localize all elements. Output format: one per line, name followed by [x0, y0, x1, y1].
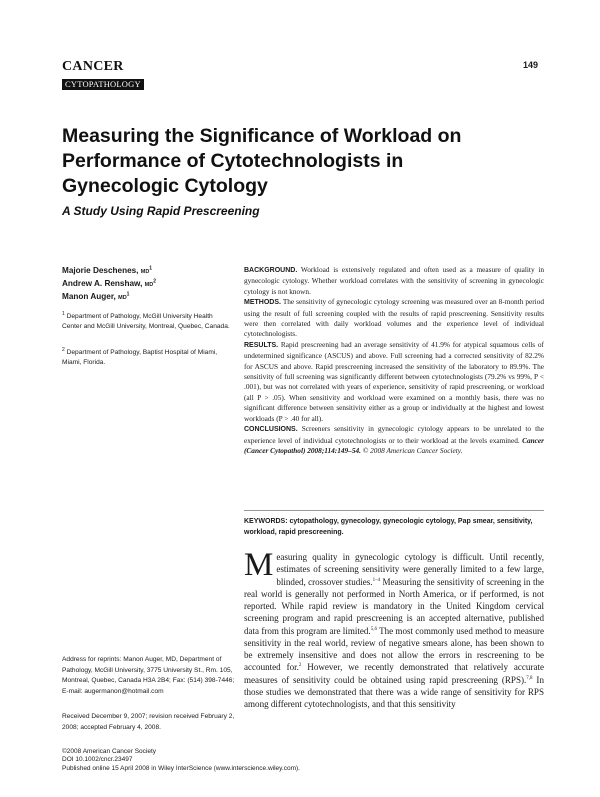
article-title: Measuring the Significance of Workload on Performance of Cytotechnologists in Gynecologic Cytology	[62, 125, 462, 197]
author: Andrew A. Renshaw, $MD^2$	[62, 278, 156, 288]
author: Majorie Deschenes, $MD^1$	[62, 265, 153, 275]
footer-doi: DOI 10.1002/cncr.23497	[62, 756, 133, 764]
page-number: 149	[522, 60, 538, 70]
page-footer	[62, 748, 402, 773]
abstract-methods: METHODS. The sensitivity of gynecologic cytology screening was measured over an 8-month period using the result of full screening coupled with the results of rapid prescreening. Sensitivity results were then correlated with daily workload volumes and the experience level of individual cytotechnologists.	[244, 297, 544, 339]
affiliation: $^1$ Department of Pathology, McGill University Health Center and McGill University, Montreal, Quebec, Canada.	[62, 310, 230, 330]
logo-line1: CANCER	[62, 59, 124, 74]
abstract-citation: Cancer (Cancer Cytopathol) 2008;114:149–54.	[244, 435, 545, 455]
body-paragraph: Measuring quality in gynecologic cytology is difficult. Until recently, estimates of screening sensitivity were generally limited to a few large, blinded, crossover studies.$^{1-4}$ Measuring the sensitivity of screening in the real world is generally not performed in North America, or if performed, is not reported. While rapid review is mandatory in the United Kingdom cervical screening program and rapid prescreening is an accepted alternative, published data from this program are limited.$^{5,6}$ The most commonly used method to measure sensitivity in the real world, review of negative smears alone, has been shown to be extremely insensitive and does not allow the errors in rescreening to be accounted for.$^2$ However, we recently demonstrated that relatively accurate measures of sensitivity could be obtained using rapid prescreening (RPS).$^{7,8}$ In those studies we demonstrated that there was a wide range of sensitivity for RPS among different cytotechnologists, and that this sensitivity	[244, 547, 545, 709]
drop-cap: M	[244, 547, 274, 583]
received-dates: Received December 9, 2007; revision received February 2, 2008; accepted February 4, 2008.	[62, 713, 235, 731]
footer-copyright: ©2008 American Cancer Society	[62, 748, 157, 755]
logo-line2: CYTOPATHOLOGY	[62, 79, 144, 90]
keywords: KEYWORDS: cytopathology, gynecology, gynecologic cytology, Pap smear, sensitivity, workload, rapid prescreening.	[244, 518, 533, 536]
abstract-results: RESULTS. Rapid prescreening had an average sensitivity of 41.9% for atypical squamous cells of undetermined significance (ASCUS) and above. Full screening had a corrected sensitivity of 82.2% for ASCUS and above. Rapid prescreening increased the sensitivity of the laboratory to 89.9%. The sensitivity of full screening was significantly different between cytotechnologists (79.2% vs 99%, P < .001), but was not correlated with years of experience, sensitivity of rapid prescreening, or workload (all P > .05). When sensitivity and workload were examined on a monthly basis, there was no significant difference between sensitivity either as a group or individually at the highest and lowest workloads (P > .40 for all).	[244, 339, 544, 423]
reprints-address: Address for reprints: Manon Auger, MD, Department of Pathology, McGill University, 3775 University St., Rm. 105, Montreal, Quebec, Canada H3A 2B4; Fax: (514) 398-7446; E-mail: augermanon@hotmail.com	[62, 656, 235, 695]
abstract	[244, 265, 544, 456]
article-subtitle: A Study Using Rapid Prescreening	[62, 204, 260, 218]
keywords-divider	[244, 510, 544, 511]
journal-logo	[62, 59, 141, 92]
author-list	[62, 265, 232, 304]
author: Manon Auger, $MD^1$	[62, 291, 130, 301]
abstract-background: BACKGROUND. Workload is extensively regulated and often used as a measure of quality in gynecologic cytology. Whether workload correlates with the sensitivity of screening in gynecologic cytology is not known.	[244, 265, 545, 296]
abstract-conclusions: CONCLUSIONS. Screeners sensitivity in gynecologic cytology appears to be unrelated to the experience level of individual cytotechnologists or to their workload at the levels examined. Cancer (Cancer Cytopathol) 2008;114:149–54. © 2008 American Cancer Society.	[244, 424, 545, 455]
affiliation: $^2$ Department of Pathology, Baptist Hospital of Miami, Miami, Florida.	[62, 346, 218, 366]
footer-published: Published online 15 April 2008 in Wiley InterScience (www.interscience.wiley.com).	[62, 764, 300, 772]
abstract-copyright: © 2008 American Cancer Society.	[362, 445, 463, 455]
